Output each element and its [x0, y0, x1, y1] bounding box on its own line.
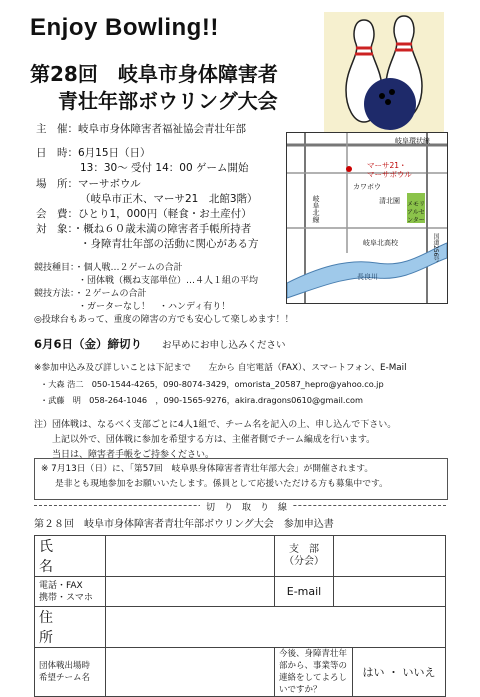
map-route: 国道256号 [432, 233, 439, 263]
deadline: 6月6日（金）締切り [34, 337, 143, 351]
event-note: ◎投球台もあって、重度の障害の方でも安心して楽しめます！！ [34, 315, 294, 325]
map-memorial: メモリアルセンター [407, 201, 426, 224]
contact-permission-question [275, 648, 353, 697]
target-value-2: ・身障青壮年部の活動に関心がある方 [80, 238, 259, 250]
event-method-2: ・ガーターなし！ ・ハンディ有り！ [78, 302, 231, 312]
organizer-value: 岐阜市身体障害者福祉協会青壮年部 [78, 123, 246, 135]
question-line-1: 今後、身障青壮年部から、事業等の [279, 649, 348, 671]
address-input[interactable] [106, 607, 446, 648]
bowling-pins-icon [324, 12, 444, 132]
branch-label: 支 部 [289, 544, 319, 555]
note-1: 注）団体戦は、なるべく支部ごとに4人1組で、チーム名を記入の上、申し込んで下さい。 [34, 420, 397, 430]
notice-line-2: 是非とも現地参加をお願いいたします。係員として応援いただける方も募集中です。 [55, 479, 388, 489]
fee [36, 207, 252, 221]
event-kind [34, 262, 183, 275]
question-line-2: 連絡をしてよろしいですか？ [279, 673, 348, 695]
map-seishoku: 清北園 [379, 197, 400, 205]
name-label: 氏 名 [39, 539, 95, 575]
map-shop-2: マーサボウル [367, 170, 412, 179]
map-school: 岐阜北高校 [363, 239, 398, 247]
name-label-cell [35, 536, 106, 577]
map-kawabata: カワボウ [353, 183, 381, 191]
date-value: 6月15日（日） [78, 147, 151, 159]
name-input[interactable] [106, 536, 275, 577]
form-title: 第２８回 岐阜市身体障害者青壮年部ボウリング大会 参加申込書 [34, 519, 334, 530]
address-label-cell [35, 607, 106, 648]
target-label: 対 象： [36, 223, 73, 235]
event-method-1: ・２ゲームの合計 [74, 289, 147, 299]
contact-intro: ※参加申込み及び詳しいことは下記まで 左から 自宅電話（FAX）、スマートフォン、E-Mail [34, 363, 407, 373]
organizer [36, 122, 246, 136]
event-kind-label: 競技種目： [34, 263, 75, 273]
place-label: 場 所： [36, 178, 78, 190]
date [36, 146, 151, 160]
cut-line-label: 切 り 取 り 線 [200, 500, 293, 513]
map-river: 長良川 [357, 273, 378, 281]
bowling-illustration [324, 12, 444, 132]
phone-label-1: 電話・FAX [39, 580, 83, 591]
email-label: E-mail [286, 585, 322, 598]
date-label: 日 時： [36, 147, 78, 159]
team-label-2: 希望チーム名 [39, 673, 91, 683]
team-input[interactable] [106, 648, 275, 697]
event-method [34, 288, 147, 301]
venue-map [286, 132, 448, 304]
fee-label: 会 費： [36, 208, 78, 220]
contact-person-1: ・大森 浩二 050-1544-4265，090-8074-3429，omorista_20587_hepro@yahoo.co.jp [40, 379, 384, 389]
map-road-1: 岐阜環状線 [395, 137, 430, 145]
team-label-cell [35, 648, 106, 697]
email-input[interactable] [334, 577, 446, 607]
notice-box [34, 458, 448, 500]
phone-input[interactable] [106, 577, 275, 607]
team-label-1: 団体戦出場時 [39, 661, 91, 671]
target-value-1: ・概ね６０歳未満の障害者手帳所持者 [72, 223, 252, 235]
organizer-label: 主 催： [36, 123, 78, 135]
application-form [34, 535, 446, 697]
event-title-line1: 第28回 岐阜市身体障害者 [30, 62, 278, 86]
branch-label-2: （分会） [284, 556, 324, 567]
target [36, 222, 251, 236]
event-kind-1: ・個人戦…２ゲームの合計 [74, 263, 183, 273]
contact-person-2: ・武藤 明 058-264-1046 ，090-1565-9276，akira.dragons0610@gmail.com [40, 395, 364, 405]
phone-label-2: 携帯・スマホ [39, 592, 93, 603]
phone-label-cell [35, 577, 106, 607]
place [36, 177, 141, 191]
map-shop: マーサ21・ [367, 161, 407, 170]
fee-value: ひとり1，000円（軽食・お土産付） [78, 208, 252, 220]
branch-label-cell [275, 536, 334, 577]
contact-permission-answer[interactable]: はい ・ いいえ [353, 648, 446, 697]
map-road-2: 岐阜北線 [312, 195, 320, 223]
deadline-note: お早めにお申し込みください [162, 340, 286, 351]
note-3: 当日は、障害者手帳をご持参ください。 [52, 450, 215, 460]
address-label: 住 所 [39, 610, 95, 646]
place-detail: （岐阜市正木、マーサ21 北館3階） [80, 193, 258, 205]
place-value: マーサボウル [78, 178, 141, 190]
time: 13：30～ 受付 14：00 ゲーム開始 [80, 162, 249, 174]
event-kind-2: ・団体戦（概ね支部単位）…４人１組の平均 [78, 276, 259, 286]
event-title-line2: 青壮年部ボウリング大会 [58, 89, 278, 113]
email-label-cell [275, 577, 334, 607]
note-2: 上記以外で、団体戦に参加を希望する方は、主催者側でチーム編成を行います。 [52, 435, 376, 445]
branch-input[interactable] [334, 536, 446, 577]
notice-line-1: ※ 7月13日（日）に、「第57回 岐阜県身体障害者青壮年部大会」が開催されます。 [41, 464, 374, 474]
event-method-label: 競技方法： [34, 289, 75, 299]
page-title: Enjoy Bowling!! [30, 14, 219, 41]
